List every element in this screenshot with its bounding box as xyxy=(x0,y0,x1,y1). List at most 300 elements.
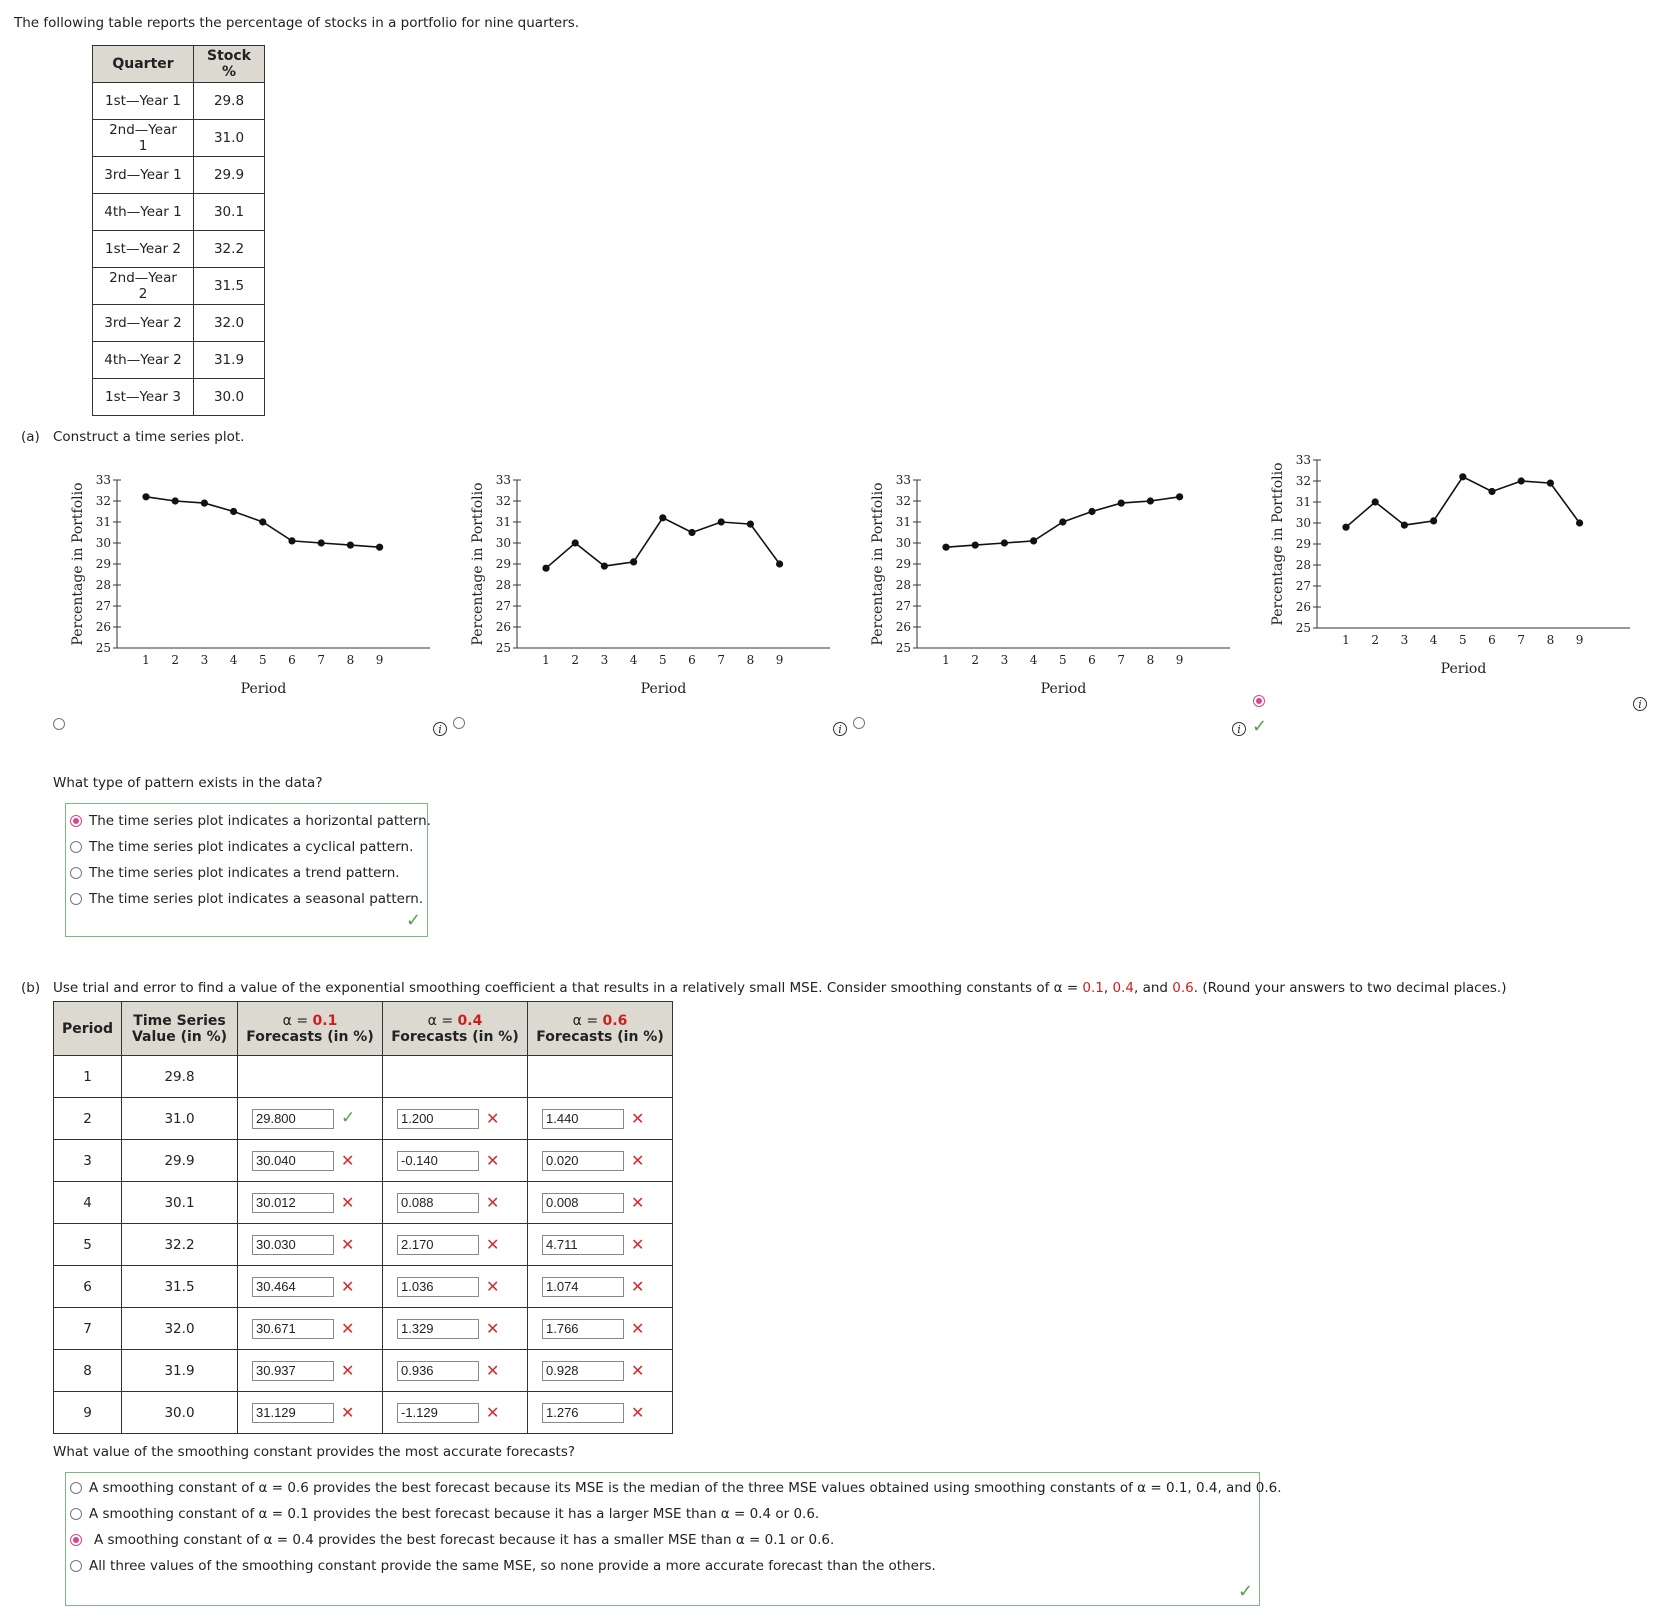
x-icon: ✕ xyxy=(631,1277,645,1296)
value-cell: 30.1 xyxy=(122,1182,238,1224)
accuracy-option-label: A smoothing constant of α = 0.4 provides the best forecast because it has a smaller MSE than α = 0.1 or 0.6. xyxy=(94,1532,835,1548)
x-tick-label: 9 xyxy=(375,653,384,667)
forecast-input[interactable]: 30.464 xyxy=(252,1277,334,1297)
prompt-sep: , xyxy=(1103,980,1113,996)
forecast-input[interactable]: -0.140 xyxy=(397,1151,479,1171)
x-tick-label: 8 xyxy=(1146,653,1155,667)
x-icon: ✕ xyxy=(631,1319,645,1338)
value-cell: 30.0 xyxy=(122,1392,238,1434)
x-tick-label: 2 xyxy=(971,653,980,667)
data-point xyxy=(718,518,725,525)
plot-option-2 xyxy=(460,470,840,735)
y-tick-label: 25 xyxy=(1295,621,1311,635)
x-icon: ✕ xyxy=(631,1109,645,1128)
x-icon: ✕ xyxy=(341,1151,355,1170)
forecast-cell xyxy=(238,1266,383,1308)
y-tick-label: 32 xyxy=(495,494,511,508)
quarter-cell: 1st—Year 2 xyxy=(93,231,194,268)
x-axis-label: Period xyxy=(640,681,687,697)
y-axis-label: Percentage in Portfolio xyxy=(1270,462,1286,626)
y-tick-label: 25 xyxy=(95,641,111,655)
value-cell: 31.9 xyxy=(122,1350,238,1392)
accuracy-radio[interactable] xyxy=(70,1560,82,1572)
quarter-cell: 2nd—Year 1 xyxy=(93,120,194,157)
table-row xyxy=(54,1392,673,1434)
period-cell: 7 xyxy=(54,1308,122,1350)
y-tick-label: 30 xyxy=(95,536,111,550)
x-icon: ✕ xyxy=(631,1193,645,1212)
forecast-input[interactable]: 1.276 xyxy=(542,1403,624,1423)
y-tick-label: 26 xyxy=(495,620,511,634)
header-alpha-0.6 xyxy=(528,1002,673,1056)
forecast-input[interactable]: 4.711 xyxy=(542,1235,624,1255)
forecast-input[interactable]: 30.012 xyxy=(252,1193,334,1213)
quarter-cell: 1st—Year 3 xyxy=(93,379,194,416)
table-row xyxy=(93,379,265,416)
forecast-input[interactable]: 2.170 xyxy=(397,1235,479,1255)
data-point xyxy=(376,544,383,551)
period-cell: 2 xyxy=(54,1098,122,1140)
forecast-cell xyxy=(238,1140,383,1182)
forecast-cell xyxy=(528,1056,673,1098)
header-time-series xyxy=(122,1002,238,1056)
x-tick-label: 8 xyxy=(746,653,755,667)
forecast-input[interactable]: 29.800 xyxy=(252,1109,334,1129)
y-tick-label: 30 xyxy=(495,536,511,550)
intro-text: The following table reports the percentage of stocks in a portfolio for nine quarters. xyxy=(14,15,580,31)
check-icon: ✓ xyxy=(341,1108,356,1128)
period-cell: 4 xyxy=(54,1182,122,1224)
y-tick-label: 25 xyxy=(895,641,911,655)
y-axis-label: Percentage in Portfolio xyxy=(870,482,886,646)
forecast-cell xyxy=(528,1392,673,1434)
x-tick-label: 7 xyxy=(317,653,326,667)
pattern-option-label: The time series plot indicates a trend pattern. xyxy=(89,865,400,881)
table-row xyxy=(93,342,265,379)
table-row xyxy=(93,305,265,342)
y-tick-label: 29 xyxy=(895,557,911,571)
y-tick-label: 28 xyxy=(895,578,911,592)
stock-cell: 31.5 xyxy=(194,268,265,305)
plot-radio-3[interactable] xyxy=(853,717,865,729)
stock-cell: 32.2 xyxy=(194,231,265,268)
stock-cell: 32.0 xyxy=(194,305,265,342)
data-point xyxy=(1459,473,1466,480)
x-icon: ✕ xyxy=(341,1277,355,1296)
table-row xyxy=(54,1182,673,1224)
forecast-input[interactable]: 30.937 xyxy=(252,1361,334,1381)
quarter-cell: 4th—Year 1 xyxy=(93,194,194,231)
x-icon: ✕ xyxy=(486,1235,500,1254)
y-tick-label: 31 xyxy=(495,515,511,529)
forecast-cell xyxy=(238,1056,383,1098)
forecast-cell xyxy=(238,1224,383,1266)
header-line: Time Series xyxy=(133,1012,226,1029)
x-axis-label: Period xyxy=(1040,681,1087,697)
data-point xyxy=(1001,539,1008,546)
x-tick-label: 1 xyxy=(1342,633,1350,647)
forecast-cell xyxy=(383,1392,528,1434)
x-tick-label: 3 xyxy=(200,653,209,667)
x-tick-label: 7 xyxy=(717,653,726,667)
data-point xyxy=(230,508,237,515)
part-a-label: (a) xyxy=(21,429,40,445)
forecast-cell xyxy=(383,1224,528,1266)
table-row xyxy=(54,1266,673,1308)
period-cell: 5 xyxy=(54,1224,122,1266)
y-tick-label: 31 xyxy=(95,515,111,529)
x-tick-label: 3 xyxy=(600,653,609,667)
table-row xyxy=(93,120,265,157)
forecast-input[interactable]: 0.088 xyxy=(397,1193,479,1213)
data-point xyxy=(776,560,783,567)
period-cell: 8 xyxy=(54,1350,122,1392)
y-tick-label: 32 xyxy=(95,494,111,508)
x-tick-label: 1 xyxy=(542,653,550,667)
x-tick-label: 6 xyxy=(1088,653,1096,667)
data-point xyxy=(942,544,949,551)
forecast-cell xyxy=(238,1350,383,1392)
y-axis-label: Percentage in Portfolio xyxy=(470,482,486,646)
x-tick-label: 5 xyxy=(1058,653,1067,667)
x-tick-label: 2 xyxy=(571,653,580,667)
x-icon: ✕ xyxy=(486,1109,500,1128)
x-icon: ✕ xyxy=(486,1193,500,1212)
x-tick-label: 4 xyxy=(1429,633,1438,647)
forecast-cell xyxy=(528,1308,673,1350)
accuracy-option-label: All three values of the smoothing constant provide the same MSE, so none provide a more accurate forecast than the others. xyxy=(89,1558,936,1574)
quarter-cell: 3rd—Year 1 xyxy=(93,157,194,194)
stock-cell: 30.1 xyxy=(194,194,265,231)
prompt-sep: , and xyxy=(1133,980,1173,996)
quarter-cell: 3rd—Year 2 xyxy=(93,305,194,342)
y-tick-label: 29 xyxy=(495,557,511,571)
x-tick-label: 2 xyxy=(1371,633,1380,647)
x-tick-label: 5 xyxy=(658,653,667,667)
data-point xyxy=(347,542,354,549)
info-icon[interactable]: i xyxy=(833,722,847,736)
period-cell: 1 xyxy=(54,1056,122,1098)
alpha-value: 0.1 xyxy=(312,1012,338,1029)
x-tick-label: 5 xyxy=(1458,633,1467,647)
accuracy-radio[interactable] xyxy=(70,1508,82,1520)
x-tick-label: 6 xyxy=(1488,633,1496,647)
forecast-input[interactable]: 0.020 xyxy=(542,1151,624,1171)
y-tick-label: 31 xyxy=(1295,495,1311,509)
data-point xyxy=(659,514,666,521)
forecast-input[interactable]: 0.936 xyxy=(397,1361,479,1381)
data-point xyxy=(747,521,754,528)
alpha-value: 0.1 xyxy=(1082,980,1104,996)
x-icon: ✕ xyxy=(341,1361,355,1380)
data-point xyxy=(1547,480,1554,487)
y-tick-label: 27 xyxy=(1295,579,1311,593)
y-tick-label: 31 xyxy=(895,515,911,529)
stock-cell: 29.9 xyxy=(194,157,265,194)
forecast-cell xyxy=(383,1098,528,1140)
forecast-cell xyxy=(238,1392,383,1434)
series-line xyxy=(546,518,780,568)
value-cell: 31.5 xyxy=(122,1266,238,1308)
value-cell: 32.2 xyxy=(122,1224,238,1266)
alpha-prefix: α = xyxy=(572,1012,603,1029)
y-axis-label: Percentage in Portfolio xyxy=(70,482,86,646)
data-point xyxy=(1147,497,1154,504)
info-icon[interactable]: i xyxy=(433,722,447,736)
forecast-cell xyxy=(383,1140,528,1182)
stock-cell: 29.8 xyxy=(194,83,265,120)
table-row xyxy=(54,1350,673,1392)
forecast-input[interactable]: 1.329 xyxy=(397,1319,479,1339)
x-icon: ✕ xyxy=(341,1403,355,1422)
data-point xyxy=(288,537,295,544)
y-tick-label: 26 xyxy=(95,620,111,634)
y-tick-label: 26 xyxy=(895,620,911,634)
forecast-input[interactable]: 1.200 xyxy=(397,1109,479,1129)
y-tick-label: 26 xyxy=(1295,600,1311,614)
x-tick-label: 3 xyxy=(1400,633,1409,647)
pattern-radio[interactable] xyxy=(70,867,82,879)
pattern-question: What type of pattern exists in the data? xyxy=(53,775,323,791)
x-icon: ✕ xyxy=(341,1319,355,1338)
forecast-input[interactable]: 1.440 xyxy=(542,1109,624,1129)
x-icon: ✕ xyxy=(486,1403,500,1422)
period-cell: 9 xyxy=(54,1392,122,1434)
data-point xyxy=(972,542,979,549)
header-period: Period xyxy=(54,1002,122,1056)
forecast-input[interactable]: 31.129 xyxy=(252,1403,334,1423)
data-point xyxy=(1372,498,1379,505)
table-row xyxy=(54,1224,673,1266)
accuracy-radio[interactable] xyxy=(70,1534,82,1546)
forecast-cell xyxy=(528,1224,673,1266)
check-icon: ✓ xyxy=(1238,1581,1254,1602)
alpha-value: 0.4 xyxy=(457,1012,483,1029)
x-tick-label: 6 xyxy=(288,653,296,667)
forecast-input[interactable]: 30.671 xyxy=(252,1319,334,1339)
forecast-cell xyxy=(528,1266,673,1308)
info-icon[interactable]: i xyxy=(1633,697,1647,711)
header-quarter: Quarter xyxy=(93,46,194,83)
forecast-cell xyxy=(528,1182,673,1224)
table-row xyxy=(54,1140,673,1182)
forecast-input[interactable]: 1.074 xyxy=(542,1277,624,1297)
x-icon: ✕ xyxy=(631,1403,645,1422)
prompt-text: Use trial and error to find a value of the exponential smoothing coefficient a that results in a relatively small MSE. Consider smoothing constants of α = xyxy=(53,980,1083,996)
y-tick-label: 27 xyxy=(495,599,511,613)
x-tick-label: 4 xyxy=(1029,653,1038,667)
x-icon: ✕ xyxy=(486,1361,500,1380)
forecast-input[interactable]: 30.040 xyxy=(252,1151,334,1171)
alpha-prefix: α = xyxy=(427,1012,458,1029)
value-cell: 32.0 xyxy=(122,1308,238,1350)
alpha-value: 0.4 xyxy=(1112,980,1134,996)
data-point xyxy=(601,563,608,570)
pattern-option-label: The time series plot indicates a seasonal pattern. xyxy=(89,891,424,907)
y-tick-label: 33 xyxy=(895,473,911,487)
data-point xyxy=(172,497,179,504)
stock-cell: 31.0 xyxy=(194,120,265,157)
plot-radio-1[interactable] xyxy=(53,718,65,730)
data-point xyxy=(1576,519,1583,526)
x-tick-label: 8 xyxy=(1546,633,1555,647)
check-icon: ✓ xyxy=(406,910,422,931)
pattern-radio[interactable] xyxy=(70,841,82,853)
data-point xyxy=(1430,517,1437,524)
header-stock: Stock % xyxy=(194,46,265,83)
alpha-prefix: α = xyxy=(282,1012,313,1029)
y-tick-label: 30 xyxy=(1295,516,1311,530)
forecast-cell xyxy=(238,1182,383,1224)
forecast-input[interactable]: 1.036 xyxy=(397,1277,479,1297)
data-point xyxy=(1059,518,1066,525)
forecast-cell xyxy=(383,1350,528,1392)
x-tick-label: 2 xyxy=(171,653,180,667)
stock-table xyxy=(92,45,265,416)
x-icon: ✕ xyxy=(341,1193,355,1212)
data-point xyxy=(688,529,695,536)
x-tick-label: 1 xyxy=(142,653,150,667)
table-row xyxy=(93,157,265,194)
data-point xyxy=(142,493,149,500)
plot-radio-2[interactable] xyxy=(453,717,465,729)
x-icon: ✕ xyxy=(631,1151,645,1170)
x-tick-label: 9 xyxy=(1575,633,1584,647)
part-b-label: (b) xyxy=(21,980,41,996)
accuracy-question: What value of the smoothing constant provides the most accurate forecasts? xyxy=(53,1444,576,1460)
y-tick-label: 33 xyxy=(95,473,111,487)
data-point xyxy=(1401,522,1408,529)
accuracy-option-label: A smoothing constant of α = 0.1 provides the best forecast because it has a larger MSE than α = 0.4 or 0.6. xyxy=(89,1506,820,1522)
series-line xyxy=(1346,477,1580,527)
forecast-table xyxy=(53,1001,673,1434)
data-point xyxy=(259,518,266,525)
x-icon: ✕ xyxy=(631,1235,645,1254)
y-tick-label: 27 xyxy=(895,599,911,613)
x-tick-label: 1 xyxy=(942,653,950,667)
accuracy-option-label: A smoothing constant of α = 0.6 provides the best forecast because its MSE is the median of the three MSE values obtained using smoothing constants of α = 0.1, 0.4, and 0.6. xyxy=(89,1480,1282,1496)
pattern-option-label: The time series plot indicates a horizontal pattern. xyxy=(89,813,431,829)
x-axis-label: Period xyxy=(240,681,287,697)
value-cell: 29.8 xyxy=(122,1056,238,1098)
table-row xyxy=(93,268,265,305)
data-point xyxy=(318,539,325,546)
forecast-input[interactable]: 1.766 xyxy=(542,1319,624,1339)
forecast-input[interactable]: 0.928 xyxy=(542,1361,624,1381)
quarter-cell: 4th—Year 2 xyxy=(93,342,194,379)
x-icon: ✕ xyxy=(486,1319,500,1338)
data-point xyxy=(572,539,579,546)
stock-cell: 31.9 xyxy=(194,342,265,379)
value-cell: 31.0 xyxy=(122,1098,238,1140)
data-point xyxy=(1088,508,1095,515)
data-point xyxy=(1488,488,1495,495)
header-line: Value (in %) xyxy=(131,1028,228,1045)
forecast-cell xyxy=(383,1308,528,1350)
alpha-value: 0.6 xyxy=(1172,980,1194,996)
x-icon: ✕ xyxy=(486,1277,500,1296)
y-tick-label: 30 xyxy=(895,536,911,550)
data-point xyxy=(542,565,549,572)
table-row xyxy=(93,83,265,120)
x-icon: ✕ xyxy=(486,1151,500,1170)
data-point xyxy=(1518,477,1525,484)
quarter-cell: 1st—Year 1 xyxy=(93,83,194,120)
plot-radio-4[interactable] xyxy=(1253,695,1265,707)
period-cell: 6 xyxy=(54,1266,122,1308)
x-tick-label: 5 xyxy=(258,653,267,667)
x-tick-label: 3 xyxy=(1000,653,1009,667)
forecast-input[interactable]: 0.008 xyxy=(542,1193,624,1213)
accuracy-radio[interactable] xyxy=(70,1482,82,1494)
data-point xyxy=(630,558,637,565)
data-point xyxy=(1176,493,1183,500)
check-icon: ✓ xyxy=(1252,716,1268,737)
plot-option-3 xyxy=(860,470,1240,735)
y-tick-label: 29 xyxy=(1295,537,1311,551)
forecast-cell xyxy=(238,1308,383,1350)
data-point xyxy=(1118,500,1125,507)
forecast-cell xyxy=(528,1098,673,1140)
pattern-option-label: The time series plot indicates a cyclical pattern. xyxy=(89,839,414,855)
pattern-radio[interactable] xyxy=(70,815,82,827)
period-cell: 3 xyxy=(54,1140,122,1182)
table-row xyxy=(93,194,265,231)
forecast-cell xyxy=(383,1182,528,1224)
pattern-radio[interactable] xyxy=(70,893,82,905)
forecast-cell xyxy=(383,1266,528,1308)
forecast-input[interactable]: 30.030 xyxy=(252,1235,334,1255)
plot-option-4 xyxy=(1260,450,1640,715)
data-point xyxy=(1030,537,1037,544)
forecast-input[interactable]: -1.129 xyxy=(397,1403,479,1423)
y-tick-label: 25 xyxy=(495,641,511,655)
prompt-text: . (Round your answers to two decimal places.) xyxy=(1193,980,1507,996)
x-icon: ✕ xyxy=(631,1361,645,1380)
part-b-prompt xyxy=(53,980,1507,996)
header-alpha-0.4 xyxy=(383,1002,528,1056)
table-row xyxy=(54,1056,673,1098)
x-tick-label: 7 xyxy=(1517,633,1526,647)
x-tick-label: 7 xyxy=(1117,653,1126,667)
header-line: Forecasts (in %) xyxy=(536,1028,664,1045)
table-row xyxy=(54,1308,673,1350)
x-tick-label: 9 xyxy=(1175,653,1184,667)
forecast-cell xyxy=(528,1140,673,1182)
header-alpha-0.1 xyxy=(238,1002,383,1056)
quarter-cell: 2nd—Year 2 xyxy=(93,268,194,305)
x-axis-label: Period xyxy=(1440,661,1487,677)
y-tick-label: 29 xyxy=(95,557,111,571)
forecast-cell xyxy=(238,1098,383,1140)
plot-option-1 xyxy=(60,470,440,735)
x-tick-label: 9 xyxy=(775,653,784,667)
data-point xyxy=(201,500,208,507)
y-tick-label: 32 xyxy=(1295,474,1311,488)
value-cell: 29.9 xyxy=(122,1140,238,1182)
alpha-value: 0.6 xyxy=(602,1012,628,1029)
y-tick-label: 33 xyxy=(1295,453,1311,467)
y-tick-label: 27 xyxy=(95,599,111,613)
y-tick-label: 28 xyxy=(1295,558,1311,572)
y-tick-label: 28 xyxy=(495,578,511,592)
stock-cell: 30.0 xyxy=(194,379,265,416)
data-point xyxy=(1342,524,1349,531)
info-icon[interactable]: i xyxy=(1232,722,1246,736)
y-tick-label: 28 xyxy=(95,578,111,592)
y-tick-label: 33 xyxy=(495,473,511,487)
table-row xyxy=(93,231,265,268)
